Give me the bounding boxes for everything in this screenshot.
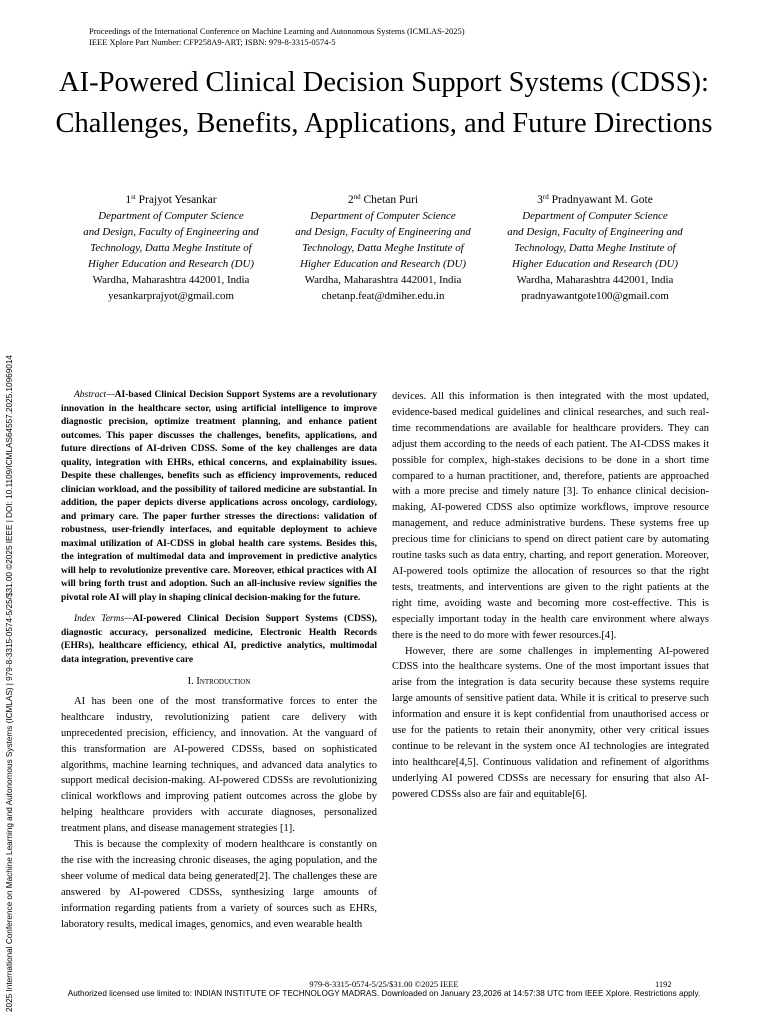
author-affiliation: and Design, Faculty of Engineering and	[83, 226, 259, 238]
abstract-text: AI-based Clinical Decision Support Systems are a revolutionary innovation in the healthcare sector, using artificial intelligence to improve diagnostic precision, optimize treatment planning, and enhance patient outcomes. This paper discusses the challenges, benefits, applications, and future directions of AI-driven CDSS. Some of the key challenges are data quality, integration with EHRs, ethical concerns, and explainability issues. Despite these challenges, benefits such as efficiency improvements, reduced clinician workload, and the possibility of tailored medicine are substantial. In addition, the paper depicts diverse applications across oncology, cardiology, and primary care. The paper further stresses the directions: validation of robustness, user-friendly interfaces, and equitable deployment to achieve maximal utilization of AI-CDSS in global health care systems. Besides this, the integration of multimodal data and improvement in predictive analytics will help to revolutionize preventive care. Moreover, ethical practices with AI will bring forth trust and adoption. Such an all-inclusive review signifies the pivotal role AI will play in shaping clinical decision-making for the future.	[61, 390, 377, 603]
author-affiliation: Technology, Datta Meghe Institute of	[90, 242, 252, 254]
author-name: Prajyot Yesankar	[138, 194, 217, 206]
author-affiliation: Higher Education and Research (DU)	[88, 258, 254, 270]
author-affiliation: Department of Computer Science	[310, 210, 456, 222]
side-doi-strip: 2025 International Conference on Machine Learning and Autonomous Systems (ICMLAS) | 979-8-3315-0574-5/25/$31.00 ©2025 IEEE | DOI: 10.1109/ICMLAS64557.2025.10969014	[5, 355, 14, 1012]
author-ordinal: 1	[125, 194, 132, 206]
author-affiliation: Higher Education and Research (DU)	[512, 258, 678, 270]
abstract	[61, 389, 377, 605]
page-number: 1192	[655, 979, 672, 989]
author-block-2	[277, 192, 489, 304]
intro-paragraph-2: This is because the complexity of modern healthcare is constantly on the rise with the increasing chronic diseases, the aging population, and the sheer volume of medical data being generated[2]. The challenges these are answered by AI-powered CDSSs, synthesizing large amounts of information regarding patients from a variety of sources such as EHRs, laboratory results, medical images, genomics, and even wearable health	[61, 839, 377, 930]
author-affiliation: Higher Education and Research (DU)	[300, 258, 466, 270]
part-number-line: IEEE Xplore Part Number: CFP258A9-ART; ISBN: 979-8-3315-0574-5	[89, 37, 336, 47]
intro-paragraph-2-continued: devices. All this information is then integrated with the most updated, evidence-based medical guidelines and clinical researches, and such real-time recommendations are available for healthcare providers. They can adjust them according to the needs of each patient. The AI-CDSS makes it possible for complex, high-stakes decisions to be done in a short time compared to a human practitioner, and, therefore, patients are approached with a more precise and timely nature [3]. To enhance clinical decision-making, AI-powered CDSS also optimize workflows, improve resource management, and reduce administrative burdens. These systems free up precious time for clinicians to spend on direct patient care by automating routine tasks such as data entry, charting, and report generation. Moreover, AI-powered tools optimize the allocation of resources so that the right tests, treatments, and interventions are given to the right patients at the right time, avoiding waste and becoming more cost-effective. This is especially important today in the health care environment where always there is the need to do more with fewer resources.[4].	[392, 391, 709, 641]
proceedings-line: Proceedings of the International Conference on Machine Learning and Autonomous Systems (ICMLAS-2025)	[89, 26, 465, 36]
author-ordinal-suffix: nd	[353, 193, 361, 201]
index-terms	[61, 613, 377, 667]
author-email[interactable]: chetanp.feat@dmiher.edu.in	[321, 290, 445, 302]
index-terms-text: AI-powered Clinical Decision Support Systems (CDSS), diagnostic accuracy, personalized medicine, Electronic Health Records (EHRs), healthcare efficiency, ethical AI, predictive analytics, multimodal data integration, preventive care	[61, 614, 377, 665]
author-affiliation: Department of Computer Science	[98, 210, 244, 222]
author-affiliation: and Design, Faculty of Engineering and	[295, 226, 471, 238]
author-ordinal: 3	[537, 194, 543, 206]
author-location: Wardha, Maharashtra 442001, India	[516, 274, 674, 286]
author-location: Wardha, Maharashtra 442001, India	[304, 274, 462, 286]
author-affiliation: Department of Computer Science	[522, 210, 668, 222]
index-terms-dash: —	[124, 614, 133, 624]
author-affiliation: and Design, Faculty of Engineering and	[507, 226, 683, 238]
author-location: Wardha, Maharashtra 442001, India	[92, 274, 250, 286]
license-notice: Authorized licensed use limited to: INDIAN INSTITUTE OF TECHNOLOGY MADRAS. Downloaded on January 23,2026 at 14:57:38 UTC from IEEE Xplore. Restrictions apply.	[67, 989, 701, 998]
author-email[interactable]: yesankarprajyot@gmail.com	[108, 290, 234, 302]
intro-paragraph-1: AI has been one of the most transformative forces to enter the healthcare industry, revolutionizing patient care delivery with unprecedented precision, efficiency, and innovation. At the vanguard of this transformation are AI-powered CDSSs, based on sophisticated algorithms, machine learning techniques, and advanced data analytics to support medical decision-making. AI-powered CDSSs are revolutionizing clinical workflows and improving patient outcomes across the globe by helping healthcare providers with accurate diagnoses, personalized treatment plans, and disease management strategies [1].	[61, 695, 377, 835]
author-block-1	[65, 192, 277, 304]
conference-header	[89, 26, 465, 48]
left-column	[61, 389, 377, 933]
author-affiliation: Technology, Datta Meghe Institute of	[302, 242, 464, 254]
author-name: Pradnyawant M. Gote	[551, 194, 653, 206]
author-email[interactable]: pradnyawantgote100@gmail.com	[521, 290, 669, 302]
author-ordinal-suffix: st	[131, 193, 136, 201]
author-name: Chetan Puri	[363, 194, 419, 206]
right-column	[392, 389, 709, 944]
author-ordinal-suffix: rd	[542, 193, 549, 201]
section-heading-introduction: I. Introduction	[187, 676, 251, 687]
paper-title: AI-Powered Clinical Decision Support Systems (CDSS): Challenges, Benefits, Applications, and Future Directions	[55, 67, 713, 139]
abstract-dash: —	[106, 390, 115, 400]
footer-copyright: 979-8-3315-0574-5/25/$31.00 ©2025 IEEE	[309, 979, 459, 989]
index-terms-label: Index Terms	[74, 614, 125, 624]
abstract-label: Abstract	[74, 390, 107, 400]
intro-paragraph-3: However, there are some challenges in implementing AI-powered CDSS into the healthcare systems. One of the most important issues that arise from the integration is data security because these systems require large amounts of sensitive patient data. While it is critical to preserve such information and ensure it is kept confidential from unauthorised access or use for the patients to retain their anonymity, other very critical issues continue to be relevant in the system once AI technologies are integrated into healthcare[4,5]. Continuous validation and refinement of algorithms underlying AI powered CDSSs are necessary for ensuring that also AI-powered CDSSs also are fair and equitable[6].	[392, 645, 709, 800]
author-block-3	[489, 192, 701, 304]
author-ordinal: 2	[347, 194, 354, 206]
author-affiliation: Technology, Datta Meghe Institute of	[514, 242, 676, 254]
